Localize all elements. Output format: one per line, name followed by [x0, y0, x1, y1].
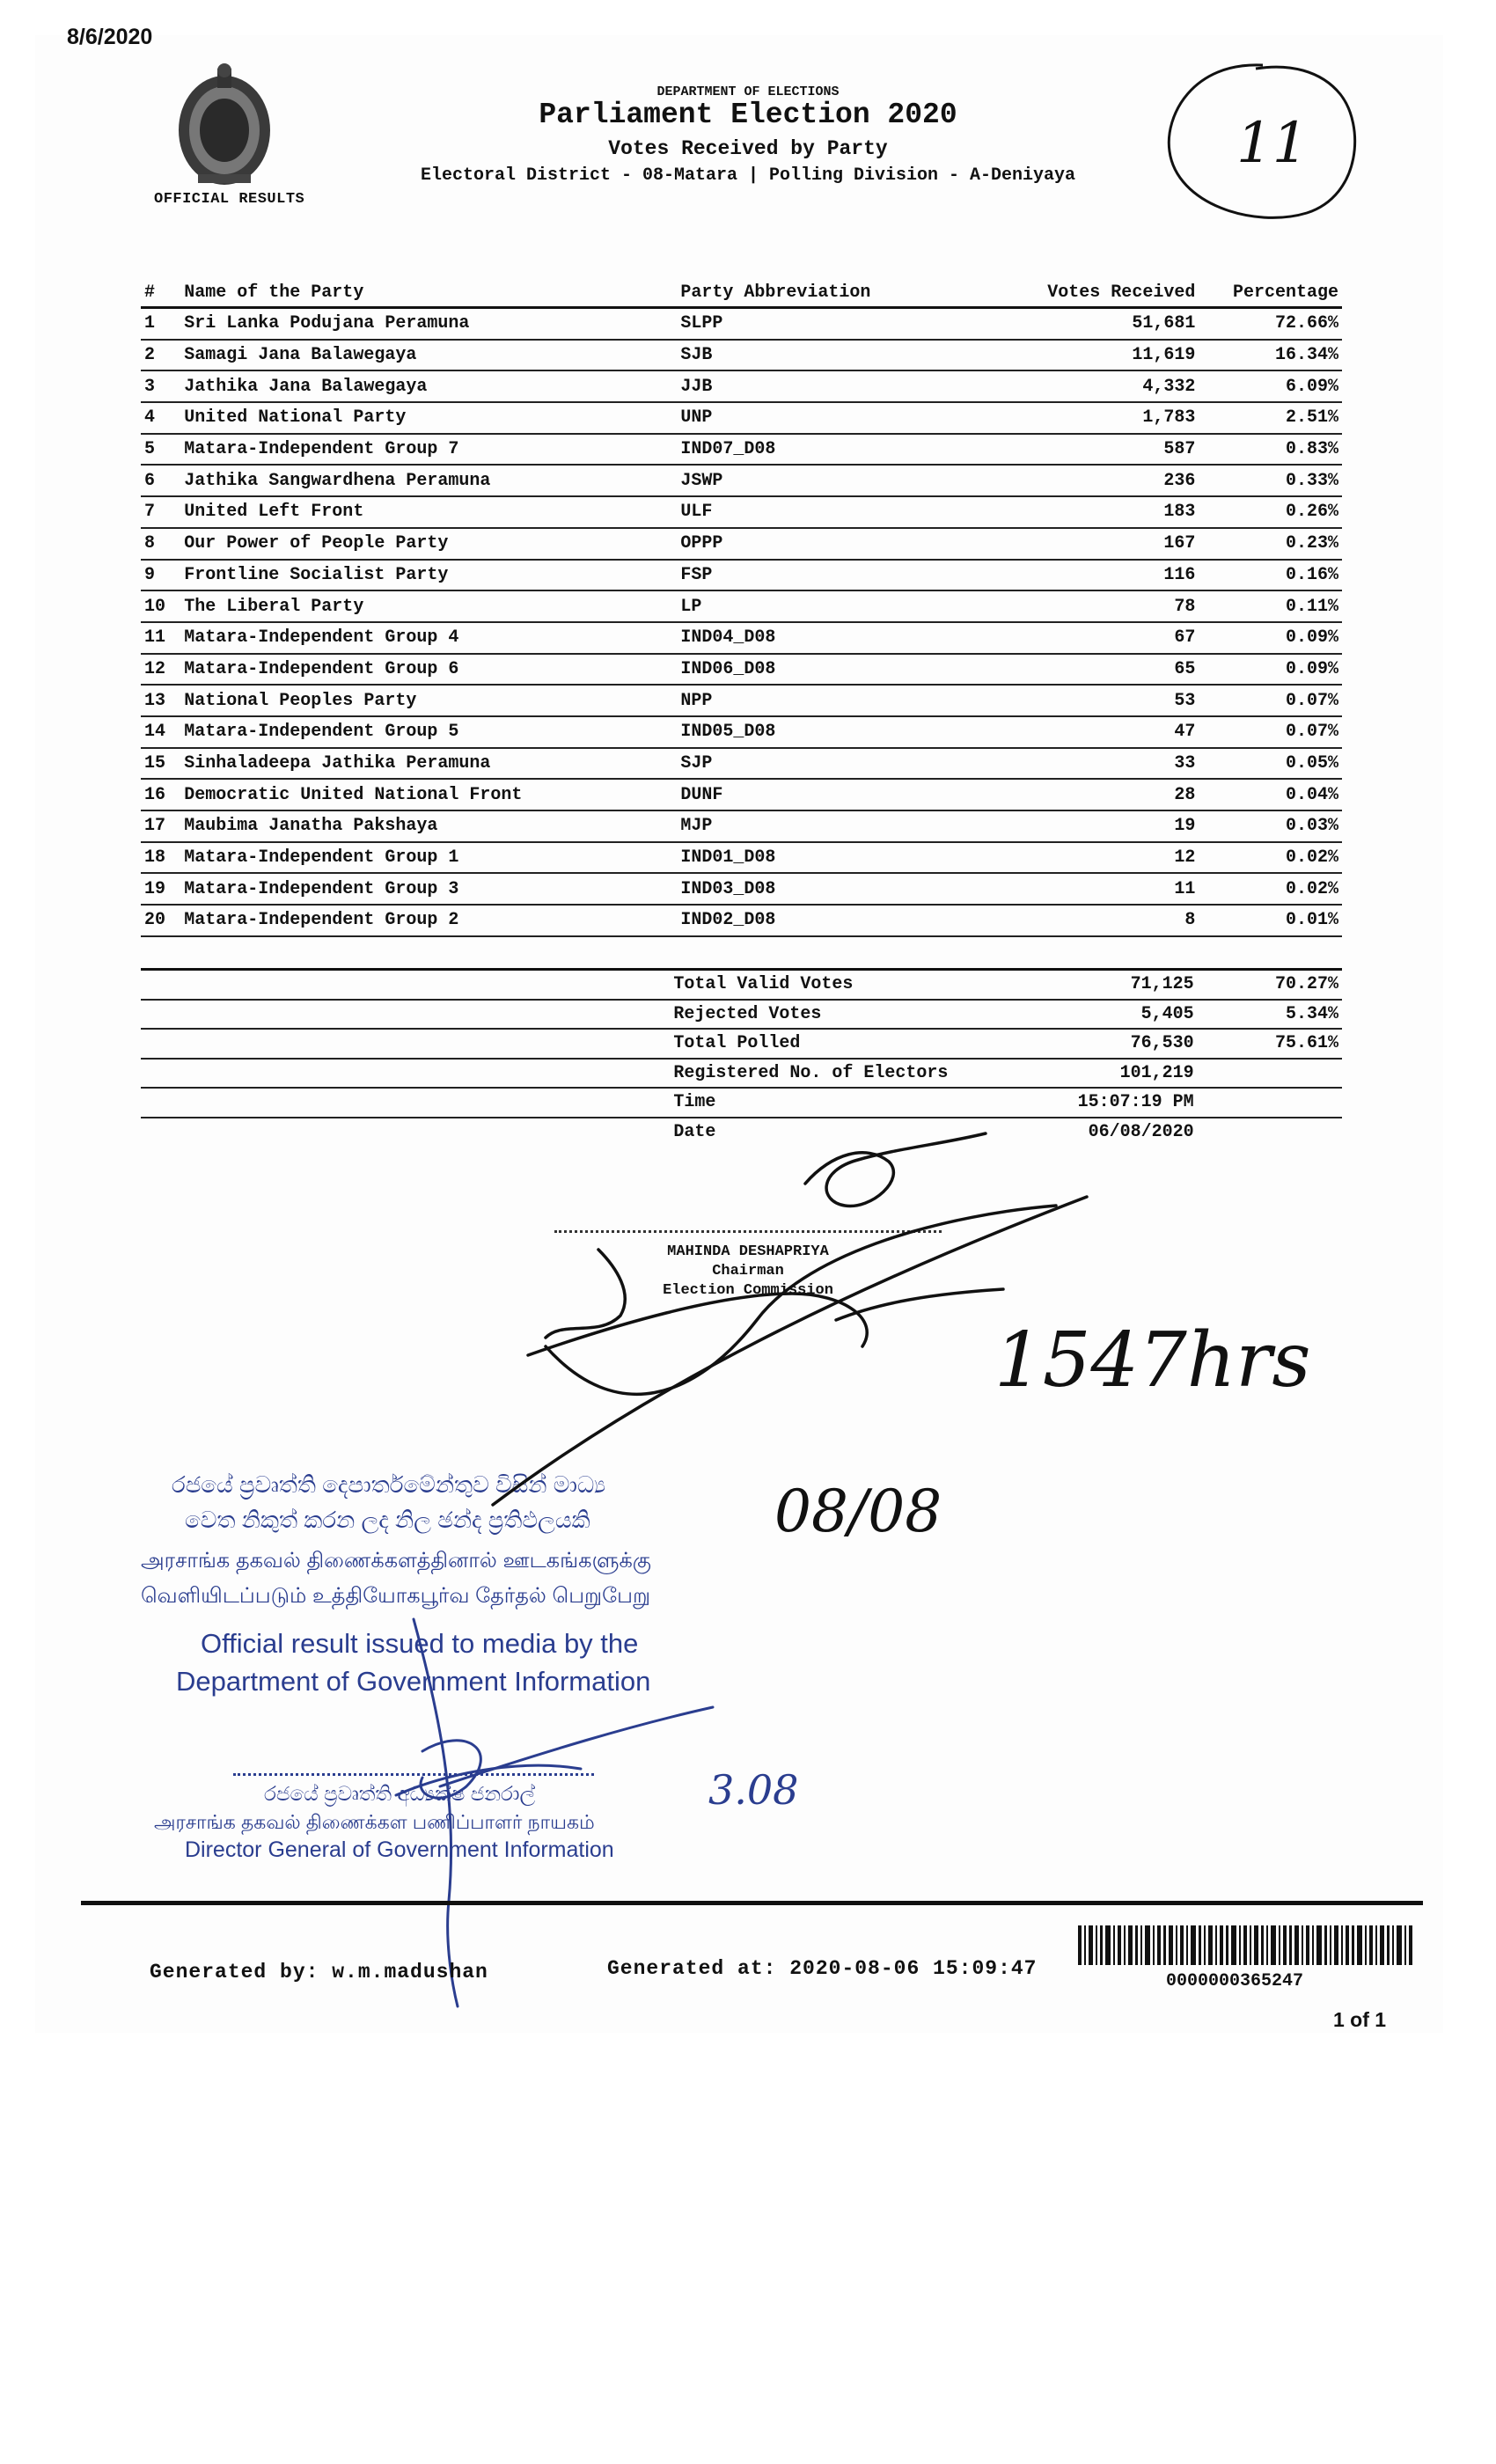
cell-votes: 47: [983, 716, 1199, 748]
signatory-role: Chairman: [712, 1263, 784, 1280]
cell-party-name: Sinhaladeepa Jathika Peramuna: [180, 748, 677, 780]
cell-party-name: Matara-Independent Group 7: [180, 434, 677, 466]
cell-no: 18: [141, 842, 180, 874]
cell-abbr: SJP: [677, 748, 983, 780]
col-header-pct: Percentage: [1199, 278, 1342, 308]
cell-no: 20: [141, 905, 180, 936]
cell-party-name: Jathika Sangwardhena Peramuna: [180, 465, 677, 496]
cell-abbr: NPP: [677, 685, 983, 716]
cell-abbr: SLPP: [677, 308, 983, 340]
cell-votes: 4,332: [983, 370, 1199, 402]
results-table: [141, 278, 1342, 937]
signatory-body: Election Commission: [663, 1282, 833, 1299]
cell-pct: 0.02%: [1199, 873, 1342, 905]
generated-at: Generated at: 2020-08-06 15:09:47: [607, 1957, 1038, 1980]
cell-votes: 78: [983, 590, 1199, 622]
cell-votes: 167: [983, 528, 1199, 560]
stamp-sinhala-line-1: රජයේ ප්‍රවෘත්ති දෙපාර්තමේන්තුව විසින් මාධ්‍ය: [172, 1471, 606, 1498]
table-row: [141, 434, 1342, 466]
table-row: [141, 748, 1342, 780]
summary-label: Total Valid Votes: [670, 971, 979, 1000]
cell-party-name: The Liberal Party: [180, 590, 677, 622]
cell-votes: 12: [983, 842, 1199, 874]
cell-pct: 0.04%: [1199, 779, 1342, 810]
summary-pct: [1198, 1059, 1342, 1089]
cell-no: 16: [141, 779, 180, 810]
table-row: [141, 560, 1342, 591]
cell-no: 2: [141, 340, 180, 371]
cell-abbr: SJB: [677, 340, 983, 371]
handwritten-time-blue: 3.08: [708, 1766, 799, 1814]
cell-party-name: United National Party: [180, 402, 677, 434]
cell-abbr: IND02_D08: [677, 905, 983, 936]
cell-pct: 0.03%: [1199, 810, 1342, 842]
summary-pct: [1198, 1118, 1342, 1147]
cell-abbr: ULF: [677, 496, 983, 528]
cell-abbr: FSP: [677, 560, 983, 591]
cell-party-name: Matara-Independent Group 2: [180, 905, 677, 936]
cell-votes: 53: [983, 685, 1199, 716]
handwritten-date: 08/08: [774, 1478, 942, 1545]
cell-party-name: Samagi Jana Balawegaya: [180, 340, 677, 371]
stamp-english-line-1: Official result issued to media by the: [201, 1628, 639, 1659]
cell-abbr: IND05_D08: [677, 716, 983, 748]
summary-row-time: [141, 1088, 1342, 1118]
cell-party-name: Matara-Independent Group 5: [180, 716, 677, 748]
cell-no: 19: [141, 873, 180, 905]
cell-pct: 0.33%: [1199, 465, 1342, 496]
cell-abbr: IND06_D08: [677, 654, 983, 686]
table-row: [141, 622, 1342, 654]
table-row: [141, 590, 1342, 622]
cell-party-name: Democratic United National Front: [180, 779, 677, 810]
summary-label: Registered No. of Electors: [670, 1059, 979, 1089]
signatory-name: MAHINDA DESHAPRIYA: [667, 1243, 829, 1260]
cell-votes: 19: [983, 810, 1199, 842]
cell-votes: 11: [983, 873, 1199, 905]
cell-abbr: IND03_D08: [677, 873, 983, 905]
col-header-no: #: [141, 278, 180, 308]
cell-no: 6: [141, 465, 180, 496]
table-row: [141, 402, 1342, 434]
cell-pct: 72.66%: [1199, 308, 1342, 340]
summary-value: 71,125: [979, 971, 1198, 1000]
cell-pct: 0.11%: [1199, 590, 1342, 622]
summary-pct: 5.34%: [1198, 1000, 1342, 1030]
cell-abbr: IND07_D08: [677, 434, 983, 466]
circled-number-annotation: [1157, 55, 1368, 231]
signature-line: [554, 1230, 942, 1233]
col-header-votes: Votes Received: [983, 278, 1199, 308]
cell-pct: 0.07%: [1199, 716, 1342, 748]
cell-no: 10: [141, 590, 180, 622]
cell-pct: 2.51%: [1199, 402, 1342, 434]
table-row: [141, 654, 1342, 686]
summary-label: Total Polled: [670, 1029, 979, 1059]
cell-pct: 0.07%: [1199, 685, 1342, 716]
document-title: Parliament Election 2020: [539, 99, 957, 131]
cell-votes: 183: [983, 496, 1199, 528]
table-row: [141, 685, 1342, 716]
cell-pct: 0.26%: [1199, 496, 1342, 528]
cell-votes: 8: [983, 905, 1199, 936]
table-row: [141, 496, 1342, 528]
stamp-english-title: Director General of Government Information: [185, 1837, 614, 1862]
cell-no: 15: [141, 748, 180, 780]
summary-table: [141, 971, 1342, 1146]
stamp-tamil-line-1: அரசாங்க தகவல் திணைக்களத்தினால் ஊடகங்களுக்கு: [141, 1549, 651, 1573]
col-header-abbr: Party Abbreviation: [677, 278, 983, 308]
cell-votes: 67: [983, 622, 1199, 654]
stamp-tamil-title: அரசாங்க தகவல் திணைக்கள பணிப்பாளர் நாயகம்: [154, 1811, 595, 1833]
table-row: [141, 716, 1342, 748]
cell-party-name: Matara-Independent Group 6: [180, 654, 677, 686]
cell-votes: 1,783: [983, 402, 1199, 434]
cell-party-name: Frontline Socialist Party: [180, 560, 677, 591]
summary-pct: 75.61%: [1198, 1029, 1342, 1059]
cell-pct: 0.01%: [1199, 905, 1342, 936]
cell-no: 14: [141, 716, 180, 748]
department-name: DEPARTMENT OF ELECTIONS: [656, 84, 840, 99]
cell-no: 1: [141, 308, 180, 340]
summary-row-total-polled: [141, 1029, 1342, 1059]
cell-abbr: DUNF: [677, 779, 983, 810]
table-row: [141, 905, 1342, 936]
document-subtitle: Votes Received by Party: [608, 137, 888, 160]
summary-pct: 70.27%: [1198, 971, 1342, 1000]
cell-party-name: Matara-Independent Group 1: [180, 842, 677, 874]
summary-label: Rejected Votes: [670, 1000, 979, 1030]
summary-value: 101,219: [979, 1059, 1198, 1089]
summary-label: Time: [670, 1088, 979, 1118]
signatory-block: [554, 1243, 942, 1301]
summary-row-total-valid: [141, 971, 1342, 1000]
cell-no: 17: [141, 810, 180, 842]
cell-pct: 6.09%: [1199, 370, 1342, 402]
summary-row-date: [141, 1118, 1342, 1147]
cell-no: 11: [141, 622, 180, 654]
cell-abbr: MJP: [677, 810, 983, 842]
cell-abbr: IND01_D08: [677, 842, 983, 874]
summary-value: 15:07:19 PM: [979, 1088, 1198, 1118]
barcode-number: 0000000365247: [1166, 1971, 1304, 1991]
stamp-tamil-line-2: வெளியிடப்படும் உத்தியோகபூர்வ தேர்தல் பெறுபேறு: [141, 1584, 651, 1608]
col-header-name: Name of the Party: [180, 278, 677, 308]
cell-votes: 11,619: [983, 340, 1199, 371]
barcode-icon: [1078, 1925, 1412, 1965]
cell-abbr: IND04_D08: [677, 622, 983, 654]
cell-votes: 236: [983, 465, 1199, 496]
table-row: [141, 465, 1342, 496]
generated-by: Generated by: w.m.madushan: [150, 1961, 488, 1984]
cell-no: 3: [141, 370, 180, 402]
stamp-english-line-2: Department of Government Information: [176, 1666, 651, 1697]
results-header-row: [141, 278, 1342, 308]
cell-party-name: Jathika Jana Balawegaya: [180, 370, 677, 402]
official-results-label: OFFICIAL RESULTS: [154, 191, 305, 208]
cell-pct: 0.83%: [1199, 434, 1342, 466]
page-number: 1 of 1: [1333, 2008, 1387, 2031]
table-row: [141, 370, 1342, 402]
cell-votes: 28: [983, 779, 1199, 810]
cell-pct: 0.09%: [1199, 622, 1342, 654]
cell-pct: 0.05%: [1199, 748, 1342, 780]
table-row: [141, 873, 1342, 905]
cell-party-name: Matara-Independent Group 3: [180, 873, 677, 905]
cell-no: 9: [141, 560, 180, 591]
summary-row-rejected: [141, 1000, 1342, 1030]
district-division-line: Electoral District - 08-Matara | Polling Division - A-Deniyaya: [420, 165, 1076, 186]
summary-value: 06/08/2020: [1088, 1121, 1194, 1142]
table-row: [141, 842, 1342, 874]
stamp-sinhala-title: රජයේ ප්‍රවෘත්ති අධ්‍යක්ෂ ජනරාල්: [264, 1782, 536, 1805]
cell-party-name: Sri Lanka Podujana Peramuna: [180, 308, 677, 340]
cell-no: 7: [141, 496, 180, 528]
stamp-signature-line: [233, 1773, 594, 1776]
cell-no: 13: [141, 685, 180, 716]
cell-abbr: LP: [677, 590, 983, 622]
summary-label: Date: [673, 1121, 716, 1142]
circled-number: 11: [1236, 111, 1309, 176]
table-row: [141, 340, 1342, 371]
cell-pct: 16.34%: [1199, 340, 1342, 371]
cell-no: 4: [141, 402, 180, 434]
cell-party-name: United Left Front: [180, 496, 677, 528]
table-row: [141, 528, 1342, 560]
cell-no: 8: [141, 528, 180, 560]
cell-pct: 0.16%: [1199, 560, 1342, 591]
cell-votes: 116: [983, 560, 1199, 591]
cell-pct: 0.09%: [1199, 654, 1342, 686]
table-row: [141, 308, 1342, 340]
summary-pct: [1198, 1088, 1342, 1118]
cell-party-name: Our Power of People Party: [180, 528, 677, 560]
handwritten-time: 1547hrs: [994, 1316, 1311, 1404]
cell-abbr: JSWP: [677, 465, 983, 496]
cell-no: 12: [141, 654, 180, 686]
cell-abbr: JJB: [677, 370, 983, 402]
table-row: [141, 810, 1342, 842]
cell-no: 5: [141, 434, 180, 466]
cell-abbr: OPPP: [677, 528, 983, 560]
summary-value: 5,405: [979, 1000, 1198, 1030]
cell-votes: 51,681: [983, 308, 1199, 340]
table-row: [141, 779, 1342, 810]
print-date: 8/6/2020: [67, 25, 153, 49]
summary-value: 76,530: [979, 1029, 1198, 1059]
cell-party-name: Matara-Independent Group 4: [180, 622, 677, 654]
footer-divider: [81, 1901, 1423, 1905]
stamp-sinhala-line-2: වෙත නිකුත් කරන ලද නිල ඡන්ද ප්‍රතිඵලයකි: [185, 1507, 590, 1533]
cell-party-name: Maubima Janatha Pakshaya: [180, 810, 677, 842]
cell-votes: 33: [983, 748, 1199, 780]
cell-pct: 0.23%: [1199, 528, 1342, 560]
cell-abbr: UNP: [677, 402, 983, 434]
summary-row-registered: [141, 1059, 1342, 1089]
cell-party-name: National Peoples Party: [180, 685, 677, 716]
cell-votes: 65: [983, 654, 1199, 686]
cell-votes: 587: [983, 434, 1199, 466]
cell-pct: 0.02%: [1199, 842, 1342, 874]
